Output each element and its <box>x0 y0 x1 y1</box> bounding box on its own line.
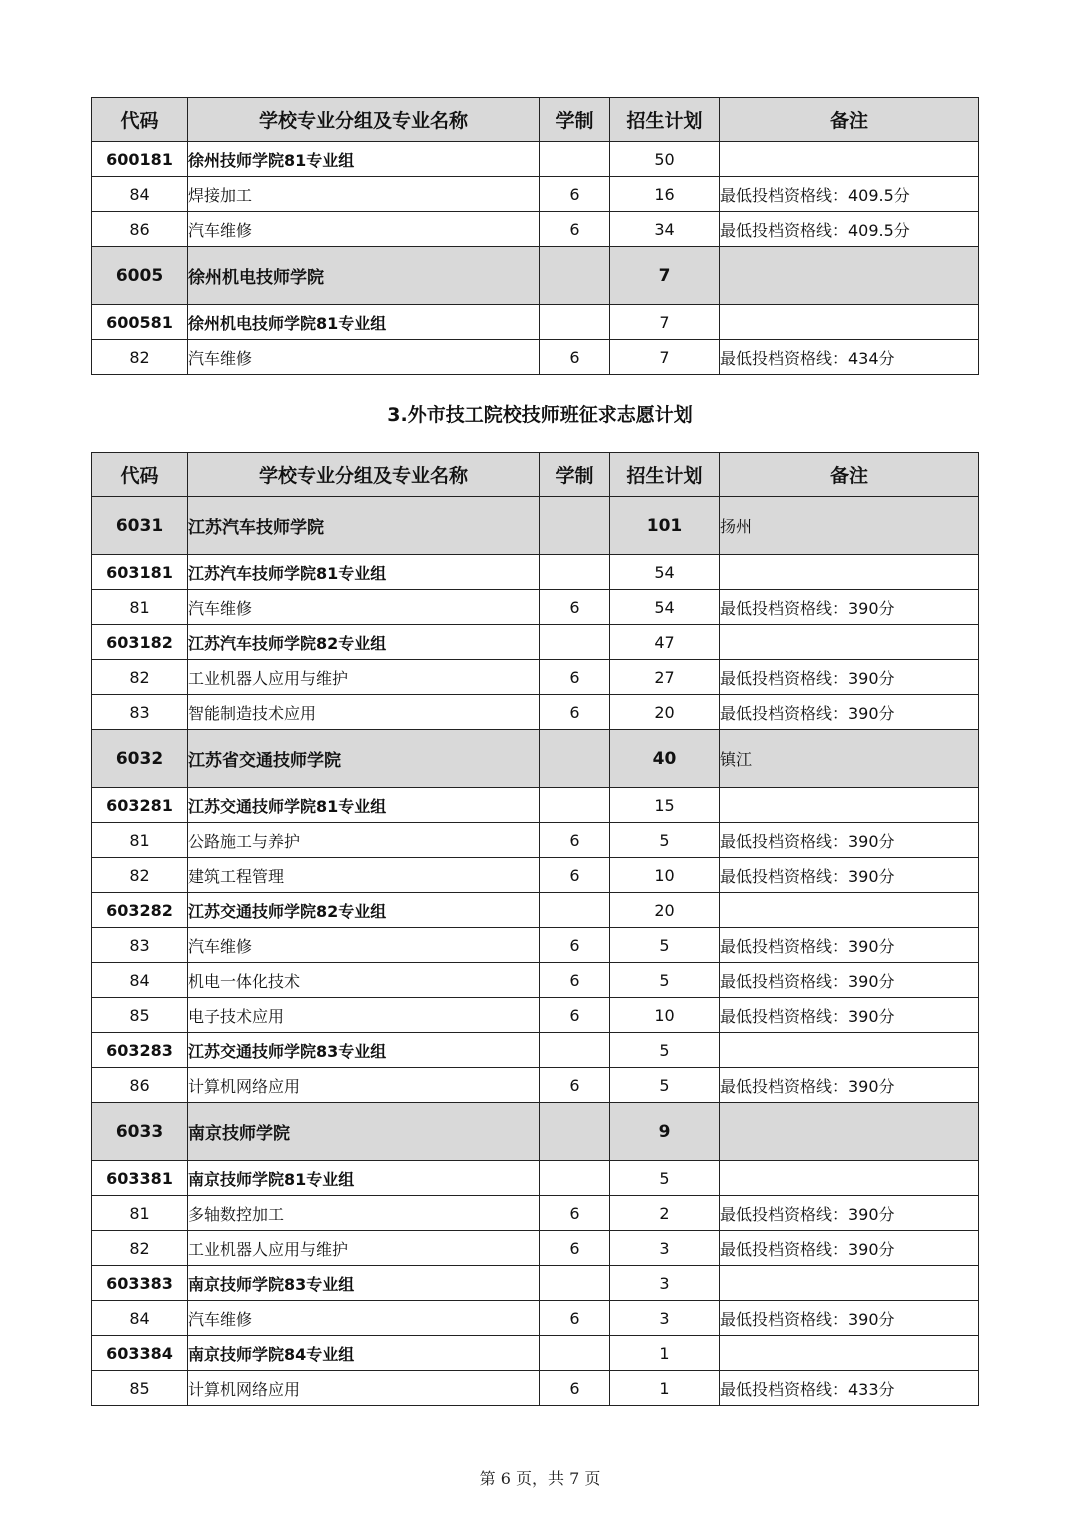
cell-years: 6 <box>540 212 610 247</box>
cell-note <box>720 305 979 340</box>
header-name: 学校专业分组及专业名称 <box>188 453 540 497</box>
cell-plan: 7 <box>610 340 720 375</box>
cell-code: 86 <box>92 1068 188 1103</box>
cell-plan: 9 <box>610 1103 720 1161</box>
header-plan: 招生计划 <box>610 453 720 497</box>
table-1-body <box>92 142 979 375</box>
cell-code: 600181 <box>92 142 188 177</box>
major-row <box>92 1371 979 1406</box>
cell-plan: 1 <box>610 1371 720 1406</box>
header-years: 学制 <box>540 98 610 142</box>
group-row <box>92 625 979 660</box>
cell-note: 最低投档资格线：390分 <box>720 823 979 858</box>
cell-code: 603384 <box>92 1336 188 1371</box>
cell-name: 南京技师学院83专业组 <box>188 1266 540 1301</box>
cell-plan: 20 <box>610 695 720 730</box>
major-row <box>92 1068 979 1103</box>
group-row <box>92 1161 979 1196</box>
cell-plan: 20 <box>610 893 720 928</box>
cell-plan: 10 <box>610 998 720 1033</box>
cell-name: 南京技师学院81专业组 <box>188 1161 540 1196</box>
section-title: 3.外市技工院校技师班征求志愿计划 <box>387 404 693 426</box>
cell-plan: 54 <box>610 590 720 625</box>
cell-name: 江苏汽车技师学院81专业组 <box>188 555 540 590</box>
cell-note: 最低投档资格线：390分 <box>720 998 979 1033</box>
cell-years: 6 <box>540 1371 610 1406</box>
cell-name: 焊接加工 <box>188 177 540 212</box>
cell-years: 6 <box>540 660 610 695</box>
header-note: 备注 <box>720 453 979 497</box>
cell-years <box>540 1103 610 1161</box>
cell-note <box>720 1266 979 1301</box>
cell-years: 6 <box>540 998 610 1033</box>
cell-name: 江苏汽车技师学院82专业组 <box>188 625 540 660</box>
cell-plan: 5 <box>610 1068 720 1103</box>
cell-note <box>720 625 979 660</box>
major-row <box>92 1196 979 1231</box>
cell-plan: 5 <box>610 1033 720 1068</box>
cell-name: 计算机网络应用 <box>188 1371 540 1406</box>
major-row <box>92 660 979 695</box>
cell-code: 6033 <box>92 1103 188 1161</box>
major-row <box>92 858 979 893</box>
cell-plan: 15 <box>610 788 720 823</box>
cell-note <box>720 893 979 928</box>
cell-code: 82 <box>92 660 188 695</box>
cell-note: 镇江 <box>720 730 979 788</box>
cell-code: 82 <box>92 1231 188 1266</box>
cell-plan: 7 <box>610 247 720 305</box>
group-row <box>92 142 979 177</box>
cell-code: 600581 <box>92 305 188 340</box>
page-footer: 第 6 页，共 7 页 <box>479 1469 601 1488</box>
school-row <box>92 497 979 555</box>
cell-plan: 1 <box>610 1336 720 1371</box>
cell-years <box>540 1336 610 1371</box>
school-row <box>92 247 979 305</box>
cell-note <box>720 1103 979 1161</box>
cell-code: 603381 <box>92 1161 188 1196</box>
cell-note: 最低投档资格线：390分 <box>720 1301 979 1336</box>
school-row <box>92 730 979 788</box>
cell-name: 徐州技师学院81专业组 <box>188 142 540 177</box>
header-note: 备注 <box>720 98 979 142</box>
cell-years: 6 <box>540 963 610 998</box>
cell-note: 最低投档资格线：390分 <box>720 590 979 625</box>
major-row <box>92 590 979 625</box>
cell-years: 6 <box>540 928 610 963</box>
cell-code: 6032 <box>92 730 188 788</box>
cell-code: 85 <box>92 1371 188 1406</box>
cell-name: 电子技术应用 <box>188 998 540 1033</box>
cell-plan: 50 <box>610 142 720 177</box>
cell-name: 江苏交通技师学院82专业组 <box>188 893 540 928</box>
table-2-body <box>92 497 979 1406</box>
cell-code: 81 <box>92 823 188 858</box>
cell-plan: 101 <box>610 497 720 555</box>
cell-note: 最低投档资格线：390分 <box>720 928 979 963</box>
cell-note <box>720 788 979 823</box>
cell-name: 汽车维修 <box>188 928 540 963</box>
cell-note <box>720 1336 979 1371</box>
cell-years: 6 <box>540 1231 610 1266</box>
group-row <box>92 1033 979 1068</box>
cell-code: 85 <box>92 998 188 1033</box>
major-row <box>92 928 979 963</box>
cell-code: 6005 <box>92 247 188 305</box>
major-row <box>92 998 979 1033</box>
cell-years <box>540 730 610 788</box>
cell-note <box>720 247 979 305</box>
cell-note: 最低投档资格线：390分 <box>720 1196 979 1231</box>
cell-note: 最低投档资格线：434分 <box>720 340 979 375</box>
cell-years: 6 <box>540 1301 610 1336</box>
cell-name: 建筑工程管理 <box>188 858 540 893</box>
cell-note: 最低投档资格线：390分 <box>720 695 979 730</box>
cell-code: 84 <box>92 963 188 998</box>
cell-note: 最低投档资格线：390分 <box>720 660 979 695</box>
cell-code: 84 <box>92 1301 188 1336</box>
cell-plan: 7 <box>610 305 720 340</box>
cell-years: 6 <box>540 177 610 212</box>
cell-note: 扬州 <box>720 497 979 555</box>
table-header-row <box>92 98 979 142</box>
cell-plan: 40 <box>610 730 720 788</box>
cell-years <box>540 247 610 305</box>
cell-years <box>540 1266 610 1301</box>
header-name: 学校专业分组及专业名称 <box>188 98 540 142</box>
major-row <box>92 963 979 998</box>
cell-name: 汽车维修 <box>188 590 540 625</box>
cell-note: 最低投档资格线：409.5分 <box>720 177 979 212</box>
cell-name: 公路施工与养护 <box>188 823 540 858</box>
header-plan: 招生计划 <box>610 98 720 142</box>
cell-plan: 3 <box>610 1231 720 1266</box>
cell-years <box>540 788 610 823</box>
group-row <box>92 305 979 340</box>
cell-years: 6 <box>540 590 610 625</box>
major-row <box>92 177 979 212</box>
cell-note: 最低投档资格线：390分 <box>720 858 979 893</box>
cell-plan: 47 <box>610 625 720 660</box>
header-code: 代码 <box>92 98 188 142</box>
cell-name: 徐州机电技师学院 <box>188 247 540 305</box>
major-row <box>92 823 979 858</box>
cell-code: 82 <box>92 340 188 375</box>
cell-note <box>720 1033 979 1068</box>
school-row <box>92 1103 979 1161</box>
group-row <box>92 893 979 928</box>
cell-note <box>720 1161 979 1196</box>
cell-code: 603181 <box>92 555 188 590</box>
cell-code: 603182 <box>92 625 188 660</box>
cell-note <box>720 555 979 590</box>
cell-years: 6 <box>540 1196 610 1231</box>
group-row <box>92 788 979 823</box>
cell-name: 汽车维修 <box>188 212 540 247</box>
cell-name: 汽车维修 <box>188 1301 540 1336</box>
cell-code: 603383 <box>92 1266 188 1301</box>
cell-plan: 16 <box>610 177 720 212</box>
cell-years <box>540 555 610 590</box>
cell-note: 最低投档资格线：409.5分 <box>720 212 979 247</box>
cell-years <box>540 625 610 660</box>
cell-plan: 3 <box>610 1266 720 1301</box>
major-row <box>92 1301 979 1336</box>
cell-plan: 5 <box>610 1161 720 1196</box>
cell-code: 82 <box>92 858 188 893</box>
cell-name: 江苏汽车技师学院 <box>188 497 540 555</box>
cell-years: 6 <box>540 823 610 858</box>
cell-name: 智能制造技术应用 <box>188 695 540 730</box>
cell-plan: 34 <box>610 212 720 247</box>
header-years: 学制 <box>540 453 610 497</box>
cell-name: 江苏交通技师学院83专业组 <box>188 1033 540 1068</box>
cell-name: 机电一体化技术 <box>188 963 540 998</box>
cell-plan: 54 <box>610 555 720 590</box>
cell-years <box>540 142 610 177</box>
cell-years: 6 <box>540 695 610 730</box>
cell-plan: 3 <box>610 1301 720 1336</box>
cell-code: 81 <box>92 590 188 625</box>
table-header-row <box>92 453 979 497</box>
group-row <box>92 1336 979 1371</box>
cell-code: 83 <box>92 928 188 963</box>
cell-code: 81 <box>92 1196 188 1231</box>
cell-name: 江苏省交通技师学院 <box>188 730 540 788</box>
cell-years: 6 <box>540 858 610 893</box>
cell-name: 徐州机电技师学院81专业组 <box>188 305 540 340</box>
major-row <box>92 695 979 730</box>
cell-years <box>540 497 610 555</box>
cell-name: 工业机器人应用与维护 <box>188 660 540 695</box>
cell-note: 最低投档资格线：390分 <box>720 1068 979 1103</box>
cell-note: 最低投档资格线：390分 <box>720 1231 979 1266</box>
cell-code: 6031 <box>92 497 188 555</box>
cell-code: 86 <box>92 212 188 247</box>
header-code: 代码 <box>92 453 188 497</box>
cell-note: 最低投档资格线：433分 <box>720 1371 979 1406</box>
cell-plan: 5 <box>610 928 720 963</box>
major-row <box>92 212 979 247</box>
cell-note <box>720 142 979 177</box>
cell-code: 84 <box>92 177 188 212</box>
group-row <box>92 555 979 590</box>
group-row <box>92 1266 979 1301</box>
cell-name: 南京技师学院 <box>188 1103 540 1161</box>
cell-code: 603283 <box>92 1033 188 1068</box>
cell-plan: 10 <box>610 858 720 893</box>
cell-years: 6 <box>540 340 610 375</box>
major-row <box>92 340 979 375</box>
table-2 <box>91 452 979 1406</box>
cell-code: 603282 <box>92 893 188 928</box>
cell-years <box>540 305 610 340</box>
cell-name: 工业机器人应用与维护 <box>188 1231 540 1266</box>
cell-name: 多轴数控加工 <box>188 1196 540 1231</box>
cell-code: 83 <box>92 695 188 730</box>
table-1 <box>91 97 979 375</box>
cell-years: 6 <box>540 1068 610 1103</box>
cell-plan: 5 <box>610 823 720 858</box>
major-row <box>92 1231 979 1266</box>
cell-name: 江苏交通技师学院81专业组 <box>188 788 540 823</box>
cell-years <box>540 893 610 928</box>
cell-years <box>540 1161 610 1196</box>
cell-name: 南京技师学院84专业组 <box>188 1336 540 1371</box>
cell-name: 汽车维修 <box>188 340 540 375</box>
cell-name: 计算机网络应用 <box>188 1068 540 1103</box>
cell-years <box>540 1033 610 1068</box>
cell-plan: 2 <box>610 1196 720 1231</box>
cell-code: 603281 <box>92 788 188 823</box>
cell-plan: 5 <box>610 963 720 998</box>
cell-note: 最低投档资格线：390分 <box>720 963 979 998</box>
cell-plan: 27 <box>610 660 720 695</box>
